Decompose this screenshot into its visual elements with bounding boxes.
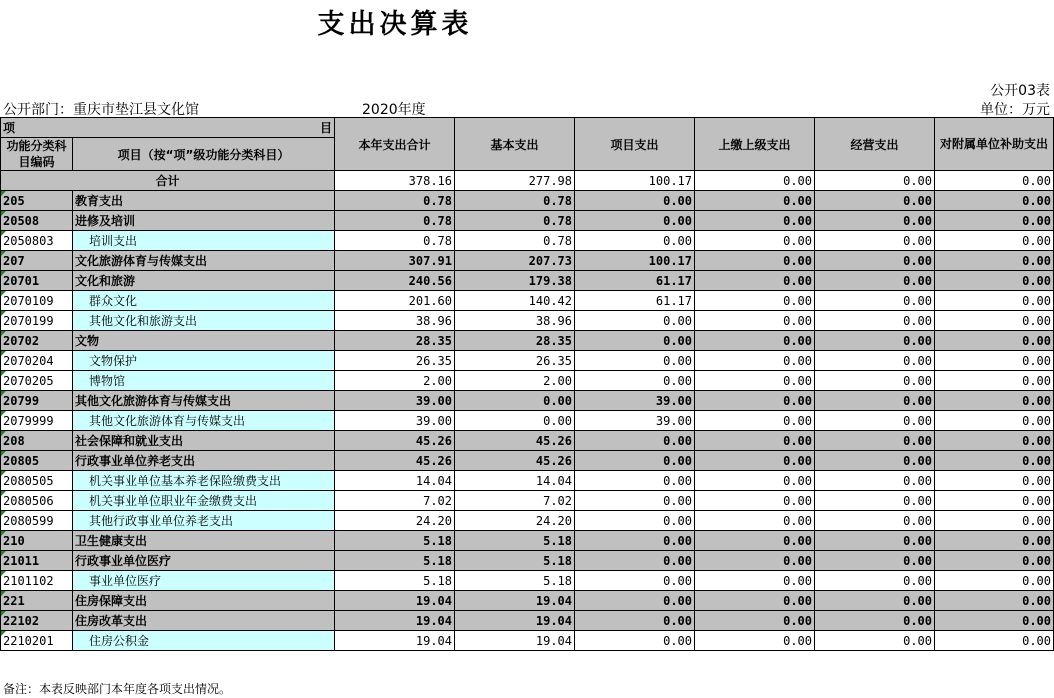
row-amount: 0.00	[935, 311, 1054, 331]
row-name: 事业单位医疗	[73, 571, 335, 591]
table-row	[1, 511, 1054, 531]
row-name: 其他文化旅游体育与传媒支出	[73, 391, 335, 411]
row-amount: 0.00	[815, 291, 935, 311]
row-code: 207	[1, 251, 73, 271]
row-amount: 39.00	[575, 391, 695, 411]
row-amount: 0.00	[935, 411, 1054, 431]
row-name: 机关事业单位基本养老保险缴费支出	[73, 471, 335, 491]
row-amount: 5.18	[335, 531, 455, 551]
row-amount: 0.00	[575, 351, 695, 371]
row-amount: 0.00	[935, 591, 1054, 611]
total-value: 100.17	[575, 171, 695, 191]
row-amount: 0.00	[695, 491, 815, 511]
row-amount: 0.00	[575, 591, 695, 611]
total-value: 378.16	[335, 171, 455, 191]
row-amount: 201.60	[335, 291, 455, 311]
row-amount: 14.04	[335, 471, 455, 491]
row-amount: 0.00	[935, 291, 1054, 311]
row-amount: 7.02	[455, 491, 575, 511]
col-header-code: 功能分类科目编码	[1, 138, 73, 171]
row-amount: 0.00	[935, 511, 1054, 531]
row-amount: 0.00	[695, 571, 815, 591]
row-amount: 0.00	[695, 231, 815, 251]
col-header-operating: 经营支出	[815, 118, 935, 171]
row-amount: 0.00	[815, 451, 935, 471]
row-amount: 0.00	[455, 391, 575, 411]
row-amount: 19.04	[455, 591, 575, 611]
row-amount: 0.00	[935, 271, 1054, 291]
row-amount: 0.00	[815, 351, 935, 371]
table-row	[1, 211, 1054, 231]
row-name: 进修及培训	[73, 211, 335, 231]
row-amount: 207.73	[455, 251, 575, 271]
row-code: 205	[1, 191, 73, 211]
table-row	[1, 391, 1054, 411]
row-amount: 0.00	[935, 551, 1054, 571]
table-row	[1, 571, 1054, 591]
row-amount: 19.04	[335, 611, 455, 631]
row-name: 教育支出	[73, 191, 335, 211]
row-amount: 26.35	[455, 351, 575, 371]
row-amount: 0.00	[575, 471, 695, 491]
row-amount: 0.00	[695, 611, 815, 631]
total-value: 0.00	[935, 171, 1054, 191]
row-amount: 0.78	[455, 211, 575, 231]
row-code: 2070204	[1, 351, 73, 371]
row-amount: 0.00	[935, 231, 1054, 251]
row-amount: 0.00	[575, 331, 695, 351]
row-amount: 0.00	[695, 471, 815, 491]
row-amount: 0.00	[815, 371, 935, 391]
table-row	[1, 551, 1054, 571]
row-name: 文物	[73, 331, 335, 351]
row-amount: 0.00	[575, 431, 695, 451]
row-name: 行政事业单位养老支出	[73, 451, 335, 471]
table-row	[1, 531, 1054, 551]
row-amount: 0.78	[455, 231, 575, 251]
row-name: 机关事业单位职业年金缴费支出	[73, 491, 335, 511]
row-amount: 0.00	[935, 631, 1054, 651]
row-amount: 0.00	[815, 411, 935, 431]
row-code: 221	[1, 591, 73, 611]
row-amount: 0.00	[695, 511, 815, 531]
row-name: 行政事业单位医疗	[73, 551, 335, 571]
row-name: 文物保护	[73, 351, 335, 371]
row-amount: 0.78	[455, 191, 575, 211]
row-amount: 38.96	[335, 311, 455, 331]
row-amount: 0.00	[575, 611, 695, 631]
row-amount: 0.00	[695, 211, 815, 231]
row-amount: 0.00	[695, 411, 815, 431]
row-code: 2080599	[1, 511, 73, 531]
row-amount: 0.00	[935, 391, 1054, 411]
unit-label: 单位：万元	[980, 102, 1050, 118]
row-amount: 0.00	[935, 251, 1054, 271]
row-amount: 0.00	[455, 411, 575, 431]
row-amount: 0.00	[935, 211, 1054, 231]
row-code: 2079999	[1, 411, 73, 431]
table-row	[1, 471, 1054, 491]
row-amount: 2.00	[455, 371, 575, 391]
row-amount: 0.00	[695, 291, 815, 311]
row-amount: 0.00	[695, 531, 815, 551]
page-title: 支出决算表	[317, 9, 473, 40]
row-amount: 24.20	[455, 511, 575, 531]
row-amount: 0.00	[935, 431, 1054, 451]
row-amount: 0.00	[815, 611, 935, 631]
row-amount: 5.18	[335, 551, 455, 571]
row-amount: 45.26	[455, 451, 575, 471]
row-amount: 0.00	[935, 191, 1054, 211]
row-amount: 0.00	[935, 571, 1054, 591]
row-name: 其他文化旅游体育与传媒支出	[73, 411, 335, 431]
row-amount: 0.00	[815, 511, 935, 531]
row-amount: 307.91	[335, 251, 455, 271]
table-row	[1, 431, 1054, 451]
row-amount: 0.00	[935, 531, 1054, 551]
row-amount: 0.00	[575, 451, 695, 471]
total-row	[1, 171, 1054, 191]
expenditure-table	[0, 117, 1054, 651]
row-name: 文化和旅游	[73, 271, 335, 291]
row-code: 2070205	[1, 371, 73, 391]
row-amount: 0.00	[815, 571, 935, 591]
col-header-project: 项目支出	[575, 118, 695, 171]
row-amount: 45.26	[335, 451, 455, 471]
row-amount: 0.00	[815, 431, 935, 451]
table-row	[1, 491, 1054, 511]
row-amount: 0.00	[815, 471, 935, 491]
row-amount: 100.17	[575, 251, 695, 271]
row-amount: 0.00	[575, 571, 695, 591]
row-name: 其他文化和旅游支出	[73, 311, 335, 331]
row-name: 住房公积金	[73, 631, 335, 651]
row-amount: 0.00	[815, 211, 935, 231]
row-amount: 0.00	[935, 611, 1054, 631]
row-amount: 5.18	[335, 571, 455, 591]
row-amount: 0.00	[575, 231, 695, 251]
row-amount: 0.00	[695, 191, 815, 211]
table-row	[1, 451, 1054, 471]
row-amount: 0.78	[335, 191, 455, 211]
row-code: 2070199	[1, 311, 73, 331]
row-amount: 0.00	[695, 551, 815, 571]
row-amount: 0.00	[695, 331, 815, 351]
table-row	[1, 191, 1054, 211]
total-value: 0.00	[695, 171, 815, 191]
row-amount: 45.26	[335, 431, 455, 451]
row-amount: 0.00	[815, 331, 935, 351]
row-code: 21011	[1, 551, 73, 571]
row-name: 住房保障支出	[73, 591, 335, 611]
form-number: 公开03表	[990, 83, 1050, 99]
row-amount: 0.00	[575, 311, 695, 331]
row-amount: 0.00	[815, 531, 935, 551]
row-amount: 19.04	[455, 611, 575, 631]
row-name: 住房改革支出	[73, 611, 335, 631]
row-amount: 0.78	[335, 231, 455, 251]
row-amount: 179.38	[455, 271, 575, 291]
row-code: 208	[1, 431, 73, 451]
row-amount: 0.00	[695, 591, 815, 611]
item-header-left: 项	[3, 121, 16, 135]
row-name: 文化旅游体育与传媒支出	[73, 251, 335, 271]
row-amount: 0.00	[575, 371, 695, 391]
row-amount: 0.00	[575, 211, 695, 231]
row-amount: 61.17	[575, 291, 695, 311]
table-row	[1, 411, 1054, 431]
row-amount: 140.42	[455, 291, 575, 311]
row-code: 2050803	[1, 231, 73, 251]
item-header	[1, 118, 335, 138]
table-row	[1, 351, 1054, 371]
table-row	[1, 291, 1054, 311]
row-amount: 0.00	[695, 371, 815, 391]
row-amount: 5.18	[455, 531, 575, 551]
row-amount: 0.00	[815, 191, 935, 211]
row-amount: 0.00	[695, 271, 815, 291]
row-amount: 0.00	[575, 511, 695, 531]
col-header-basic: 基本支出	[455, 118, 575, 171]
row-code: 2080506	[1, 491, 73, 511]
total-label: 合计	[1, 171, 335, 191]
row-code: 2210201	[1, 631, 73, 651]
row-amount: 2.00	[335, 371, 455, 391]
row-amount: 24.20	[335, 511, 455, 531]
row-amount: 0.00	[695, 431, 815, 451]
row-amount: 0.00	[935, 331, 1054, 351]
row-amount: 0.00	[815, 491, 935, 511]
row-amount: 26.35	[335, 351, 455, 371]
row-amount: 0.00	[695, 631, 815, 651]
col-header-name: 项目（按“项”级功能分类科目）	[73, 138, 335, 171]
row-code: 20702	[1, 331, 73, 351]
row-name: 其他行政事业单位养老支出	[73, 511, 335, 531]
table-row	[1, 611, 1054, 631]
row-amount: 0.00	[815, 591, 935, 611]
row-code: 20701	[1, 271, 73, 291]
row-code: 20508	[1, 211, 73, 231]
row-code: 20805	[1, 451, 73, 471]
col-header-subsidy: 对附属单位补助支出	[935, 118, 1054, 171]
total-value: 277.98	[455, 171, 575, 191]
row-amount: 5.18	[455, 551, 575, 571]
row-amount: 0.00	[575, 491, 695, 511]
row-amount: 14.04	[455, 471, 575, 491]
item-header-right: 目	[319, 121, 332, 135]
row-amount: 0.00	[815, 271, 935, 291]
row-amount: 0.00	[575, 531, 695, 551]
row-amount: 28.35	[455, 331, 575, 351]
row-code: 20799	[1, 391, 73, 411]
row-amount: 39.00	[335, 411, 455, 431]
row-amount: 45.26	[455, 431, 575, 451]
row-amount: 19.04	[335, 591, 455, 611]
row-name: 社会保障和就业支出	[73, 431, 335, 451]
row-amount: 0.78	[335, 211, 455, 231]
row-name: 培训支出	[73, 231, 335, 251]
table-row	[1, 231, 1054, 251]
row-amount: 0.00	[935, 371, 1054, 391]
row-amount: 0.00	[695, 451, 815, 471]
row-amount: 5.18	[455, 571, 575, 591]
table-body	[1, 171, 1054, 651]
row-amount: 0.00	[815, 551, 935, 571]
row-amount: 0.00	[815, 231, 935, 251]
row-amount: 240.56	[335, 271, 455, 291]
row-amount: 0.00	[695, 351, 815, 371]
row-amount: 0.00	[815, 631, 935, 651]
row-amount: 0.00	[935, 451, 1054, 471]
row-amount: 0.00	[935, 491, 1054, 511]
footnote: 备注：本表反映部门本年度各项支出情况。	[3, 682, 232, 696]
table-row	[1, 271, 1054, 291]
table-row	[1, 371, 1054, 391]
row-amount: 0.00	[815, 391, 935, 411]
table-row	[1, 251, 1054, 271]
row-amount: 19.04	[455, 631, 575, 651]
row-code: 2080505	[1, 471, 73, 491]
row-amount: 0.00	[695, 311, 815, 331]
row-name: 卫生健康支出	[73, 531, 335, 551]
row-amount: 38.96	[455, 311, 575, 331]
fiscal-year: 2020年度	[362, 102, 426, 118]
row-amount: 0.00	[695, 251, 815, 271]
row-code: 210	[1, 531, 73, 551]
table-row	[1, 631, 1054, 651]
department-label: 公开部门：重庆市垫江县文化馆	[3, 102, 199, 118]
row-amount: 0.00	[575, 551, 695, 571]
row-amount: 61.17	[575, 271, 695, 291]
row-code: 2070109	[1, 291, 73, 311]
table-row	[1, 591, 1054, 611]
row-amount: 0.00	[815, 251, 935, 271]
col-header-remit: 上缴上级支出	[695, 118, 815, 171]
row-amount: 0.00	[935, 351, 1054, 371]
table-row	[1, 331, 1054, 351]
row-code: 2101102	[1, 571, 73, 591]
row-amount: 0.00	[695, 391, 815, 411]
row-amount: 28.35	[335, 331, 455, 351]
col-header-total: 本年支出合计	[335, 118, 455, 171]
row-amount: 7.02	[335, 491, 455, 511]
row-amount: 0.00	[815, 311, 935, 331]
row-name: 群众文化	[73, 291, 335, 311]
row-amount: 39.00	[575, 411, 695, 431]
row-amount: 0.00	[935, 471, 1054, 491]
row-amount: 39.00	[335, 391, 455, 411]
table-row	[1, 311, 1054, 331]
row-amount: 19.04	[335, 631, 455, 651]
row-name: 博物馆	[73, 371, 335, 391]
row-code: 22102	[1, 611, 73, 631]
row-amount: 0.00	[575, 631, 695, 651]
total-value: 0.00	[815, 171, 935, 191]
row-amount: 0.00	[575, 191, 695, 211]
